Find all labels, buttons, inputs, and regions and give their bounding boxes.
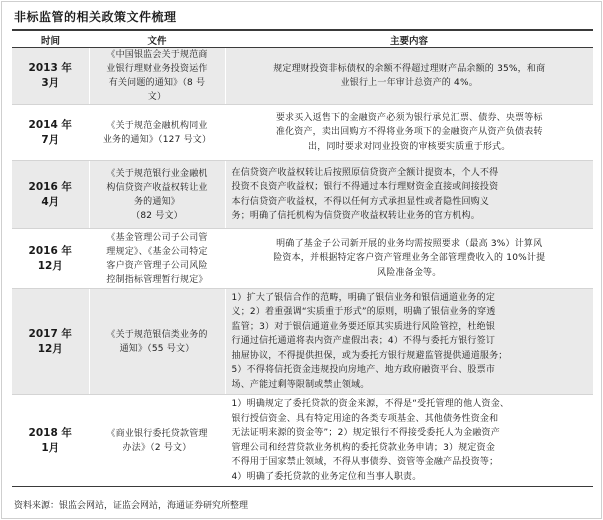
- row-time: [12, 48, 89, 105]
- time-year: 2013 年: [28, 62, 72, 74]
- header-doc: 文件: [89, 32, 225, 48]
- content-line: 行通过信托通道将表内资产虚假出表；4）不得与委托方银行签订: [231, 336, 496, 347]
- content-line: 明确了基金子公司新开展的业务均需按照要求（最高 3%）计算风: [276, 238, 543, 249]
- content-line: 险资本，并根据特定客户资产管理业务全部管理费收入的 10%计提: [273, 253, 546, 264]
- content-line: 监管；3）对于银信通道业务要还原其实质进行风险管控，杜绝银: [231, 321, 496, 332]
- doc-line: 《中国银监会关于规范商: [106, 50, 208, 60]
- doc-line: （82 号文）: [131, 210, 183, 221]
- content-line: 无法证明来源的资金等”；2）规定银行不得接受委托人为金融资产: [231, 428, 500, 438]
- header-content: 主要内容: [225, 32, 593, 48]
- content-line: 风险准备金等。: [377, 267, 442, 278]
- row-doc: [89, 161, 225, 229]
- row-time: [12, 395, 89, 487]
- content-line: 5）不得将信托资金违规投向房地产、地方政府融资平台、股票市: [231, 365, 496, 376]
- source-note: 资料来源：银监会网站，证监会网站，海通证券研究所整理: [14, 501, 249, 511]
- title-rule: [12, 29, 593, 31]
- content-line: 务；明确了信托机构为信贷资产收益权转让业务的官方机构。: [231, 211, 480, 221]
- doc-line: 控制指标管理暂行规定》: [106, 274, 208, 285]
- time-month: 3月: [41, 77, 60, 89]
- content-line: 投资不良资产收益权；银行不得通过本行理财资金直接或间接投资: [231, 182, 499, 192]
- doc-line: 业务的通知》（127 号文）: [102, 134, 212, 145]
- doc-line: 文）: [147, 92, 167, 102]
- time-year: 2018 年: [28, 426, 72, 439]
- time-month: 12月: [37, 342, 63, 355]
- header-time: 时间: [12, 32, 89, 48]
- row-time: [12, 289, 89, 395]
- row-doc: [89, 105, 225, 161]
- table-row: [12, 105, 593, 161]
- doc-line: 《基金管理公司子公司管: [106, 232, 208, 243]
- doc-line: 《关于规范金融机构同业: [106, 120, 208, 131]
- time-year: 2017 年: [28, 327, 72, 340]
- content-line: 4）明确了委托贷款的业务定位和当事人职责。: [231, 471, 422, 482]
- content-line: 在信贷资产收益权转让后按照原信贷资产全额计提资本，个人不得: [231, 167, 499, 178]
- doc-line: 务的通知》: [133, 196, 180, 207]
- time-year: 2016 年: [28, 180, 72, 193]
- time-year: 2016 年: [28, 244, 72, 257]
- row-content: [225, 229, 593, 289]
- row-content: [225, 395, 593, 487]
- content-line: 业银行上一年审计总资产的 4%。: [340, 78, 478, 88]
- content-line: 场、产能过剩等限制或禁止领域。: [231, 379, 370, 390]
- time-year: 2014 年: [28, 118, 72, 131]
- table-title: 非标监管的相关政策文件梳理: [14, 10, 177, 24]
- header-row: [12, 32, 593, 48]
- doc-line: 构信贷资产收益权转让业: [106, 182, 208, 193]
- doc-line: 《商业银行委托贷款管理: [106, 428, 208, 439]
- document-frame: [1, 1, 602, 519]
- row-doc: [89, 48, 225, 105]
- content-line: 银行授信资金、具有特定用途的各类专项基金、其他债务性资金和: [231, 413, 499, 424]
- time-month: 1月: [41, 441, 60, 454]
- row-content: [225, 289, 593, 395]
- row-doc: [89, 395, 225, 487]
- doc-line: 《关于规范银行业金融机: [106, 168, 208, 179]
- content-line: 管理公司和经营贷款业务机构的委托贷款业务申请；3）规定资金: [231, 442, 496, 453]
- row-time: [12, 229, 89, 289]
- row-doc: [89, 289, 225, 395]
- row-content: [225, 105, 593, 161]
- table-row: [12, 289, 593, 395]
- policy-table: [12, 32, 593, 487]
- doc-line: 有关问题的通知》（8 号: [108, 78, 206, 88]
- content-line: 要求买入返售下的金融资产必须为银行承兑汇票、债券、央票等标: [275, 112, 543, 123]
- time-month: 7月: [41, 133, 60, 146]
- content-line: 抽屉协议，不得提供担保，或为委托方银行规避监管提供通道服务；: [231, 350, 508, 361]
- content-line: 本行信贷资产收益权，不得以任何方式承担显性或者隐性回购义: [231, 196, 490, 207]
- doc-line: 办法》（2 号文）: [122, 442, 192, 453]
- time-month: 12月: [37, 259, 63, 272]
- table-row: [12, 48, 593, 105]
- time-month: 4月: [41, 195, 60, 208]
- doc-line: 通知》（55 号文）: [119, 343, 195, 354]
- content-line: 出，同时要求对同业投资的审核要实质重于形式。: [308, 141, 511, 152]
- row-time: [12, 105, 89, 161]
- table-row: [12, 229, 593, 289]
- table-row: [12, 395, 593, 487]
- content-line: 准化资产，卖出回购方不得将业务项下的金融资产从资产负债表转: [275, 127, 543, 138]
- content-line: 不得用于国家禁止领域，不得从事债券、资管等金融产品投资等；: [231, 457, 499, 467]
- doc-line: 理规定》、《基金公司特定: [106, 246, 208, 257]
- doc-line: 《关于规范银信类业务的: [106, 329, 208, 340]
- content-line: 规定理财投资非标债权的余额不得超过理财产品余额的 35%，和商: [273, 63, 546, 74]
- row-time: [12, 161, 89, 229]
- content-line: 1）明确规定了委托贷款的资金来源，不得是“受托管理的他人资金、: [231, 399, 510, 409]
- content-line: 1）扩大了银信合作的范畴，明确了银信业务和银信通道业务的定: [231, 292, 496, 303]
- doc-line: 业银行理财业务投资运作: [106, 64, 208, 74]
- table-row: [12, 161, 593, 229]
- row-content: [225, 161, 593, 229]
- doc-line: 客户资产管理子公司风险: [106, 260, 208, 271]
- content-line: 义；2）着重强调“实质重于形式”的原则，明确了银信业务的穿透: [231, 307, 496, 318]
- row-doc: [89, 229, 225, 289]
- row-content: [225, 48, 593, 105]
